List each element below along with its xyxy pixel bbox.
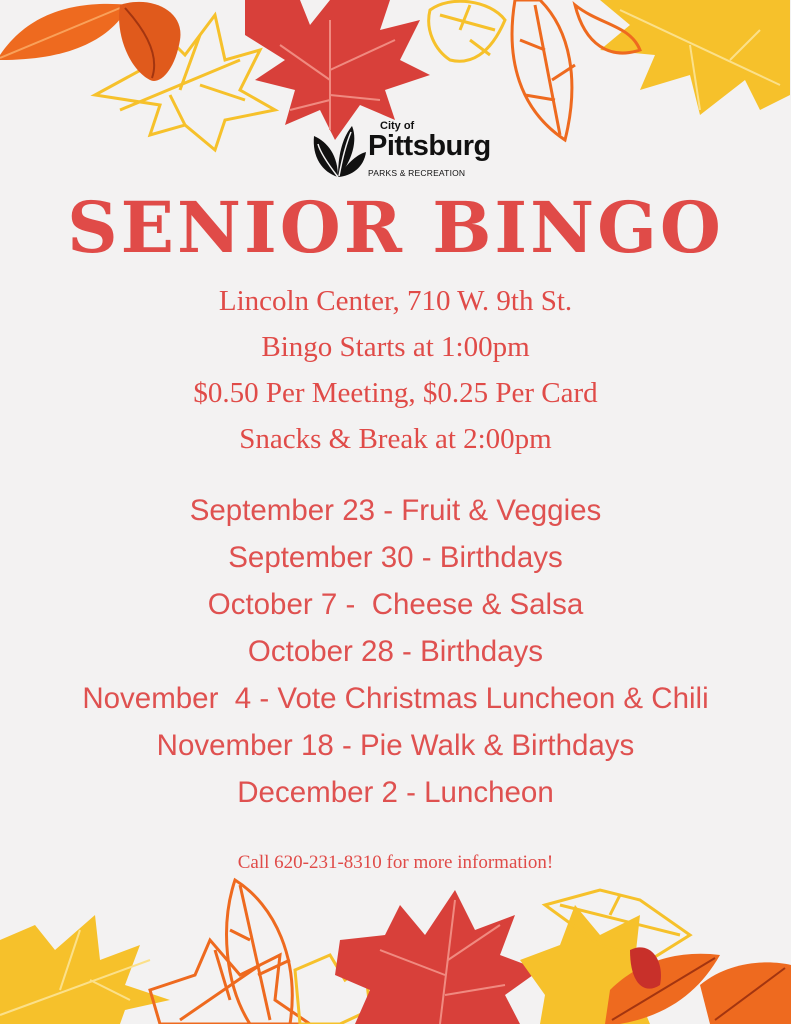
yellow-outline-leaf-icon — [429, 1, 505, 61]
yellow-leaf-icon — [0, 915, 170, 1024]
start-time-text: Bingo Starts at 1:00pm — [261, 331, 530, 363]
location-text: Lincoln Center, 710 W. 9th St. — [218, 285, 573, 317]
event-info — [0, 278, 791, 462]
logo-subtitle-text: PARKS & RECREATION — [368, 168, 466, 178]
schedule-item: December 2 - Luncheon — [237, 776, 554, 809]
schedule-item: November 4 - Vote Christmas Luncheon & Chili — [82, 682, 709, 715]
price-text: $0.50 Per Meeting, $0.25 Per Card — [193, 377, 598, 409]
yellow-leaf-icon — [600, 0, 790, 115]
schedule-item: October 7 - Cheese & Salsa — [207, 588, 584, 621]
schedule-item: November 18 - Pie Walk & Birthdays — [156, 729, 635, 762]
orange-outline-leaf-icon — [227, 880, 293, 1024]
logo-city-text: City of — [380, 120, 415, 132]
orange-leaf-icon — [119, 2, 180, 81]
break-time-text: Snacks & Break at 2:00pm — [239, 423, 552, 455]
schedule-item: September 23 - Fruit & Veggies — [189, 494, 602, 527]
logo-name-text: Pittsburg — [368, 130, 491, 162]
schedule-item: September 30 - Birthdays — [228, 541, 563, 574]
schedule-item: October 28 - Birthdays — [247, 635, 544, 668]
orange-outline-leaf-icon — [512, 0, 575, 140]
schedule-list — [0, 487, 791, 816]
contact-info-text: Call 620-231-8310 for more information! — [237, 852, 554, 873]
red-maple-leaf-icon — [335, 890, 540, 1024]
leaf-logo-icon — [308, 122, 368, 180]
city-of-pittsburg-logo — [308, 118, 491, 180]
orange-leaf-icon — [0, 4, 130, 60]
page-title: SENIOR BINGO — [67, 186, 724, 269]
